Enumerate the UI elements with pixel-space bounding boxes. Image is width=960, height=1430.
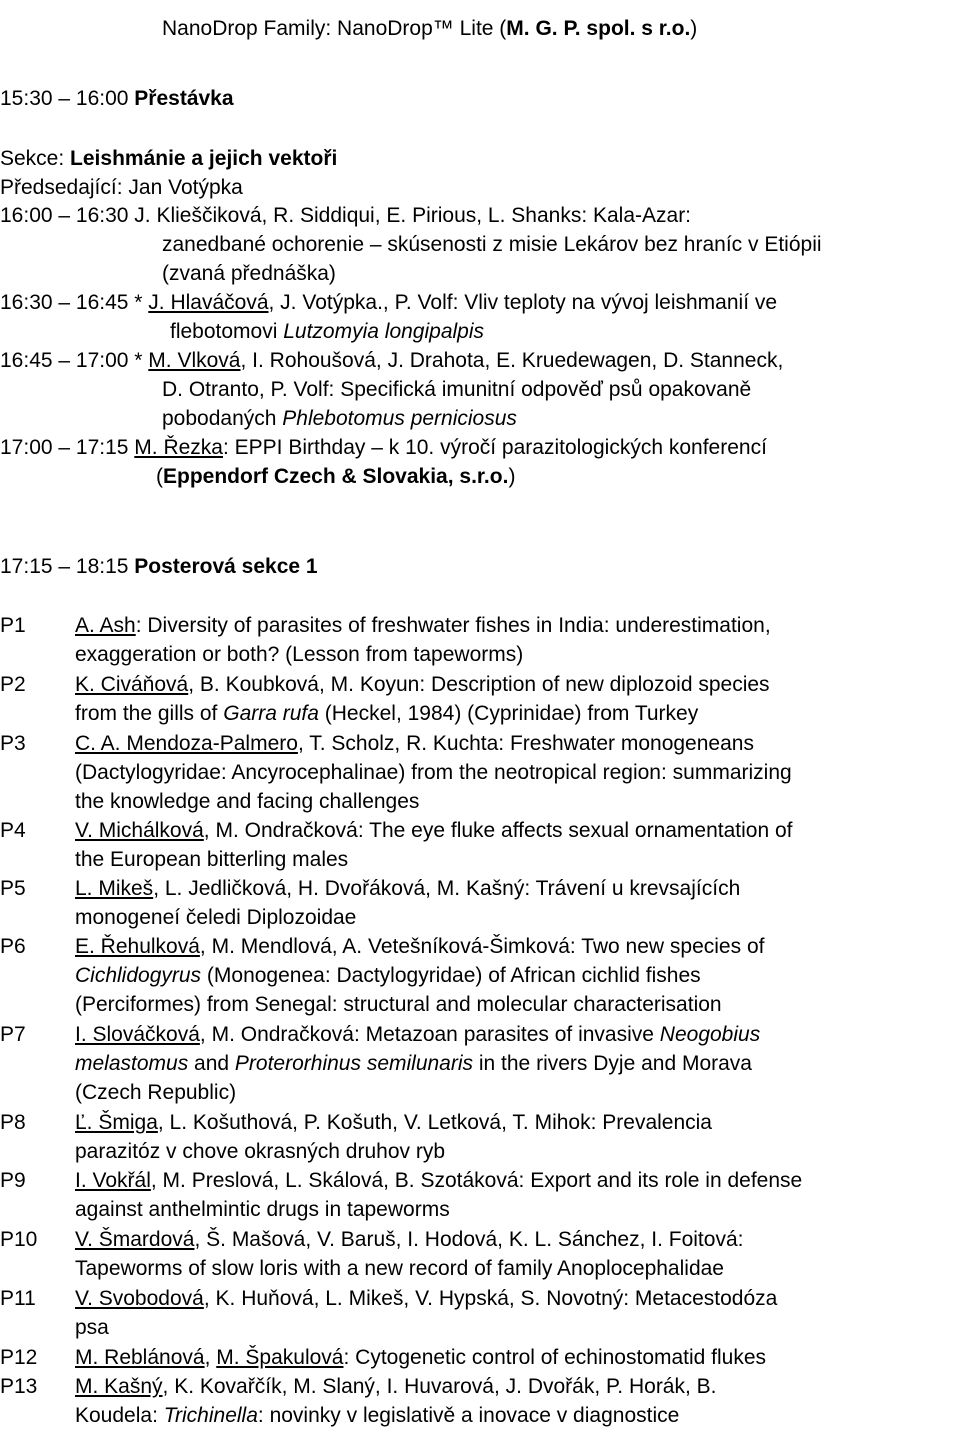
poster-entry-line bbox=[75, 699, 698, 728]
poster-entry-line bbox=[75, 1284, 777, 1313]
program-line bbox=[0, 346, 783, 375]
author-name: M. Kašný bbox=[75, 1375, 163, 1398]
poster-entry-line bbox=[75, 1108, 712, 1137]
author-name: M. Špakulová bbox=[216, 1346, 344, 1369]
text-segment: exaggeration or both? (Lesson from tapeworms) bbox=[75, 643, 524, 666]
taxon-name: Neogobius bbox=[659, 1023, 761, 1046]
text-segment: : Cytogenetic control of echinostomatid flukes bbox=[343, 1346, 767, 1369]
text-segment: , T. Scholz, R. Kuchta: Freshwater monogeneans bbox=[297, 732, 754, 755]
text-segment: Tapeworms of slow loris with a new record of family Anoplocephalidae bbox=[75, 1257, 724, 1280]
text-segment: parazitóz v chove okrasných druhov ryb bbox=[75, 1140, 446, 1163]
poster-entry-line bbox=[75, 640, 523, 669]
author-name: C. A. Mendoza-Palmero bbox=[75, 732, 298, 755]
text-segment: , K. Huňová, L. Mikeš, V. Hypská, S. Novotný: Metacestodóza bbox=[203, 1287, 778, 1310]
program-line bbox=[170, 317, 484, 346]
poster-number: P11 bbox=[0, 1287, 36, 1310]
text-segment: Koudela: bbox=[75, 1404, 164, 1427]
poster-entry-line bbox=[75, 874, 740, 903]
poster-entry-line bbox=[75, 845, 348, 874]
text-segment: 16:00 – 16:30 J. Klieščiková, R. Siddiqui, E. Pirious, L. Shanks: Kala-Azar: bbox=[0, 204, 692, 227]
text-segment: flebotomovi bbox=[170, 320, 284, 343]
text-segment: M. G. P. spol. s r.o. bbox=[506, 17, 691, 40]
text-segment: the European bitterling males bbox=[75, 848, 349, 871]
poster-entry-line bbox=[75, 670, 770, 699]
poster-entry-line bbox=[75, 758, 792, 787]
poster-entry-line bbox=[75, 1049, 752, 1078]
author-name: I. Vokřál bbox=[75, 1169, 151, 1192]
text-segment: , L. Jedličková, H. Dvořáková, M. Kašný: Trávení u krevsajících bbox=[153, 877, 741, 900]
poster-entry-line bbox=[75, 1372, 717, 1401]
program-line bbox=[0, 433, 767, 462]
text-segment: , M. Preslová, L. Skálová, B. Szotáková: Export and its role in defense bbox=[150, 1169, 803, 1192]
text-segment: in the rivers Dyje and Morava bbox=[473, 1052, 752, 1075]
text-segment: Leishmánie a jejich vektoři bbox=[70, 147, 338, 170]
poster-entry-line bbox=[75, 990, 722, 1019]
program-line bbox=[162, 14, 697, 43]
text-segment: , bbox=[204, 1346, 217, 1369]
text-segment: Předsedající: Jan Votýpka bbox=[0, 176, 243, 199]
taxon-name: Proterorhinus semilunaris bbox=[234, 1052, 474, 1075]
text-segment: Přestávka bbox=[134, 87, 234, 110]
poster-number: P1 bbox=[0, 614, 26, 637]
poster-number: P3 bbox=[0, 732, 26, 755]
taxon-name: Lutzomyia longipalpis bbox=[283, 320, 485, 343]
text-segment: against anthelmintic drugs in tapeworms bbox=[75, 1198, 450, 1221]
text-segment: 17:00 – 17:15 bbox=[0, 436, 135, 459]
text-segment: ) bbox=[508, 465, 516, 488]
text-segment: 16:30 – 16:45 * bbox=[0, 291, 149, 314]
program-line bbox=[162, 259, 336, 288]
text-segment: D. Otranto, P. Volf: Specifická imunitní odpověď psů opakovaně bbox=[162, 378, 752, 401]
poster-number: P5 bbox=[0, 877, 26, 900]
poster-number: P4 bbox=[0, 819, 26, 842]
text-segment: Eppendorf Czech & Slovakia, s.r.o. bbox=[163, 465, 509, 488]
text-segment: NanoDrop Family: NanoDrop™ Lite ( bbox=[162, 17, 507, 40]
author-name: L. Mikeš bbox=[75, 877, 154, 900]
program-line bbox=[0, 84, 234, 113]
text-segment: from the gills of bbox=[75, 702, 224, 725]
taxon-name: Garra rufa bbox=[223, 702, 319, 725]
program-line bbox=[162, 230, 822, 259]
author-name: V. Michálková bbox=[75, 819, 204, 842]
text-segment: , L. Košuthová, P. Košuth, V. Letková, T. Mihok: Prevalencia bbox=[157, 1111, 712, 1134]
poster-number: P10 bbox=[0, 1228, 38, 1251]
text-segment: pobodaných bbox=[162, 407, 283, 430]
poster-entry-line bbox=[75, 816, 793, 845]
program-line bbox=[0, 288, 777, 317]
text-segment: 17:15 – 18:15 bbox=[0, 555, 135, 578]
text-segment: (Czech Republic) bbox=[75, 1081, 237, 1104]
poster-entry-line bbox=[75, 787, 419, 816]
poster-number: P13 bbox=[0, 1375, 38, 1398]
text-segment: ( bbox=[156, 465, 163, 488]
text-segment: 15:30 – 16:00 bbox=[0, 87, 135, 110]
text-segment: , M. Ondračková: Metazoan parasites of invasive bbox=[199, 1023, 660, 1046]
poster-number: P8 bbox=[0, 1111, 26, 1134]
text-segment: (Perciformes) from Senegal: structural and molecular characterisation bbox=[75, 993, 722, 1016]
program-line bbox=[0, 201, 691, 230]
text-segment: the knowledge and facing challenges bbox=[75, 790, 420, 813]
poster-number: P6 bbox=[0, 935, 26, 958]
text-segment: : novinky v legislativě a inovace v diagnostice bbox=[257, 1404, 680, 1427]
taxon-name: Trichinella bbox=[163, 1404, 258, 1427]
poster-entry-line bbox=[75, 1313, 109, 1342]
text-segment: , I. Rohoušová, J. Drahota, E. Kruedewagen, D. Stanneck, bbox=[240, 349, 784, 372]
text-segment: ) bbox=[690, 17, 698, 40]
text-segment: , M. Ondračková: The eye fluke affects sexual ornamentation of bbox=[203, 819, 793, 842]
text-segment: Sekce: bbox=[0, 147, 71, 170]
poster-entry-line bbox=[75, 611, 771, 640]
author-name: V. Šmardová bbox=[75, 1228, 195, 1251]
program-line bbox=[0, 144, 337, 173]
text-segment: , B. Koubková, M. Koyun: Description of new diplozoid species bbox=[188, 673, 770, 696]
text-segment: : Diversity of parasites of freshwater fishes in India: underestimation, bbox=[135, 614, 771, 637]
taxon-name: Phlebotomus perniciosus bbox=[282, 407, 517, 430]
poster-entry-line bbox=[75, 729, 754, 758]
author-name: I. Slováčková bbox=[75, 1023, 200, 1046]
poster-entry-line bbox=[75, 903, 356, 932]
text-segment: and bbox=[188, 1052, 235, 1075]
poster-entry-line bbox=[75, 1166, 802, 1195]
author-name: M. Řezka bbox=[134, 436, 223, 459]
text-segment: Posterová sekce 1 bbox=[134, 555, 318, 578]
taxon-name: melastomus bbox=[75, 1052, 189, 1075]
text-segment: (Monogenea: Dactylogyridae) of African cichlid fishes bbox=[201, 964, 701, 987]
poster-entry-line bbox=[75, 932, 764, 961]
author-name: Ľ. Šmiga bbox=[75, 1111, 158, 1134]
poster-number: P12 bbox=[0, 1346, 38, 1369]
author-name: K. Civáňová bbox=[75, 673, 189, 696]
text-segment: psa bbox=[75, 1316, 109, 1339]
poster-entry-line bbox=[75, 1343, 766, 1372]
author-name: V. Svobodová bbox=[75, 1287, 204, 1310]
text-segment: monogeneí čeledi Diplozoidae bbox=[75, 906, 357, 929]
poster-number: P2 bbox=[0, 673, 26, 696]
text-segment: 16:45 – 17:00 * bbox=[0, 349, 149, 372]
text-segment: (Heckel, 1984) (Cyprinidae) from Turkey bbox=[318, 702, 699, 725]
program-line bbox=[0, 552, 318, 581]
author-name: E. Řehulková bbox=[75, 935, 200, 958]
program-line bbox=[156, 462, 515, 491]
text-segment: , J. Votýpka., P. Volf: Vliv teploty na vývoj leishmanií ve bbox=[268, 291, 778, 314]
program-line bbox=[162, 404, 517, 433]
poster-entry-line bbox=[75, 1020, 760, 1049]
author-name: M. Vlková bbox=[148, 349, 241, 372]
poster-entry-line bbox=[75, 961, 701, 990]
poster-number: P9 bbox=[0, 1169, 26, 1192]
text-segment: , K. Kovařčík, M. Slaný, I. Huvarová, J. Dvořák, P. Horák, B. bbox=[162, 1375, 717, 1398]
program-line bbox=[0, 173, 243, 202]
text-segment: (zvaná přednáška) bbox=[162, 262, 336, 285]
poster-entry-line bbox=[75, 1078, 236, 1107]
poster-number: P7 bbox=[0, 1023, 26, 1046]
author-name: A. Ash bbox=[75, 614, 136, 637]
text-segment: , Š. Mašová, V. Baruš, I. Hodová, K. L. Sánchez, I. Foitová: bbox=[194, 1228, 744, 1251]
poster-entry-line bbox=[75, 1195, 450, 1224]
author-name: M. Reblánová bbox=[75, 1346, 205, 1369]
text-segment: , M. Mendlová, A. Vetešníková-Šimková: Two new species of bbox=[199, 935, 765, 958]
program-line bbox=[162, 375, 751, 404]
poster-entry-line bbox=[75, 1225, 743, 1254]
author-name: J. Hlaváčová bbox=[148, 291, 269, 314]
poster-entry-line bbox=[75, 1254, 724, 1283]
text-segment: zanedbané ochorenie – skúsenosti z misie Lekárov bez hraníc v Etiópii bbox=[162, 233, 822, 256]
text-segment: (Dactylogyridae: Ancyrocephalinae) from the neotropical region: summarizing bbox=[75, 761, 792, 784]
poster-entry-line bbox=[75, 1401, 679, 1430]
text-segment: : EPPI Birthday – k 10. výročí parazitologických konferencí bbox=[222, 436, 767, 459]
taxon-name: Cichlidogyrus bbox=[75, 964, 202, 987]
poster-entry-line bbox=[75, 1137, 445, 1166]
